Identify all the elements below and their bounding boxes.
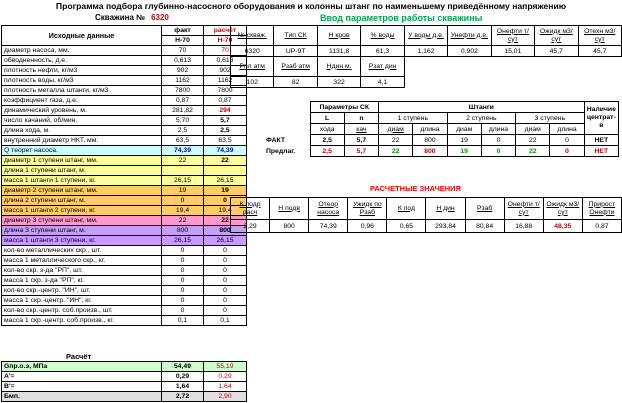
input-label: длина 3 ступени штанг, м.	[2, 226, 162, 236]
result-header: К под	[387, 198, 426, 220]
input-calc-value[interactable]: 902	[204, 66, 247, 76]
rods-cell-l1[interactable]: 800	[413, 135, 447, 146]
result-header: Прирост Онефти	[582, 198, 621, 220]
input-row	[2, 276, 247, 286]
input-row	[2, 46, 247, 56]
rods-group-rods: Штанги	[379, 102, 585, 113]
input-label: кол-во скр.-центр. соб.произв., шт.	[2, 306, 162, 316]
rods-stage1: 1 ступень	[379, 113, 448, 124]
rods-cell-l1[interactable]: 800	[413, 146, 447, 157]
rods-cell-L[interactable]: 2,5	[310, 146, 344, 157]
fact-pump-header: Н-70	[162, 36, 204, 46]
input-calc-value[interactable]: 0	[204, 276, 247, 286]
input-label: диаметр насоса, мм.	[2, 46, 162, 56]
param-value[interactable]: 1,162	[404, 46, 447, 57]
input-row	[2, 186, 247, 196]
input-label: длина 1 ступени штанг, м.	[2, 166, 162, 176]
input-label: масса 1 штанги 2 ступени, кг.	[2, 206, 162, 216]
input-fact-value[interactable]: 0	[162, 286, 204, 296]
param-header: Тип СК	[274, 26, 317, 46]
param-header: № скваж.	[231, 26, 274, 46]
input-label: масса 1 скр.-центр. соб.произв., кг.	[2, 316, 162, 326]
calc-label: Бмп.	[2, 392, 162, 402]
input-row	[2, 246, 247, 256]
well-label	[95, 13, 169, 22]
rods-cell-l2[interactable]: 0	[481, 146, 515, 157]
calc-calc-value: 1,64	[204, 382, 247, 392]
input-label: плотность металла штанги, кг/м3	[2, 86, 162, 96]
calc-row	[2, 392, 247, 402]
rods-cell-d3[interactable]: 22	[516, 135, 550, 146]
input-row	[2, 296, 247, 306]
input-row	[2, 66, 247, 76]
calc-calc-value: 55,19	[204, 362, 247, 372]
input-fact-value[interactable]: 281,82	[162, 106, 204, 116]
result-header: Н подв	[270, 198, 309, 220]
rods-table	[264, 101, 619, 157]
result-value: 0,96	[348, 220, 387, 233]
input-label: плотность нефти, кг/м3	[2, 66, 162, 76]
rods-corner	[264, 102, 310, 113]
param2-value[interactable]: 322	[317, 77, 360, 88]
rods-sub-L2: хода	[310, 124, 344, 135]
input-row	[2, 86, 247, 96]
input-fact-value[interactable]: 5,70	[162, 116, 204, 126]
input-label: масса 1 металлического скр., кг.	[2, 256, 162, 266]
param2-empty	[535, 57, 578, 77]
input-row	[2, 136, 247, 146]
rods-corner-2	[264, 113, 310, 124]
result-value: 0,65	[387, 220, 426, 233]
input-row	[2, 256, 247, 266]
rods-row-label: ФАКТ	[266, 136, 286, 144]
calc-fact-value: 54,49	[162, 362, 204, 372]
input-calc-value[interactable]: 19,4	[204, 206, 247, 216]
input-row	[2, 206, 247, 216]
param2-empty	[448, 57, 491, 77]
input-label: обводненность, д.е.	[2, 56, 162, 66]
params-table	[230, 25, 622, 88]
result-header: Ожидк м3/сут	[543, 198, 582, 220]
result-header: Н дин	[426, 198, 465, 220]
input-fact-value[interactable]: 22	[162, 156, 204, 166]
calc-row	[2, 362, 247, 372]
param2-value[interactable]: 4,1	[361, 77, 404, 88]
rods-cell-l3[interactable]: 0	[550, 135, 584, 146]
input-label: Q теорет насоса.	[2, 146, 162, 156]
result-header: Рзаб	[465, 198, 504, 220]
input-calc-value[interactable]: 294	[204, 106, 247, 116]
result-value: 2,29	[231, 220, 270, 233]
param-value[interactable]: 1131,8	[317, 46, 360, 57]
calc-label: Gпр.о.э, МПа	[2, 362, 162, 372]
input-calc-value[interactable]: 70	[204, 46, 247, 56]
input-fact-value[interactable]: 902	[162, 66, 204, 76]
input-header-label: Исходные данные	[2, 26, 162, 46]
input-calc-value[interactable]: 0	[204, 246, 247, 256]
calc-row	[2, 372, 247, 382]
input-calc-value[interactable]: 0,613	[204, 56, 247, 66]
input-fact-value[interactable]: 0	[162, 276, 204, 286]
rods-length-3: длина	[550, 124, 584, 135]
input-label: масса 1 скр.-центр. "ИН", кг.	[2, 296, 162, 306]
input-calc-value[interactable]: 0	[204, 266, 247, 276]
rods-diam-3: диам	[516, 124, 550, 135]
input-fact-value[interactable]: 19	[162, 186, 204, 196]
input-row	[2, 146, 247, 156]
input-fact-value[interactable]: 1162	[162, 76, 204, 86]
input-fact-value[interactable]: 0,613	[162, 56, 204, 66]
result-header: Онефти т/сут	[504, 198, 543, 220]
input-row	[2, 266, 247, 276]
input-label: масса 1 скр. з-да "РП", кг.	[2, 276, 162, 286]
param-value[interactable]: 0,902	[448, 46, 491, 57]
input-calc-value[interactable]: 0,87	[204, 96, 247, 106]
param-header: Н кров	[317, 26, 360, 46]
rods-cell-d1[interactable]: 22	[379, 146, 413, 157]
calc-label: A'=	[2, 372, 162, 382]
result-value: 0,87	[582, 220, 621, 233]
input-row	[2, 176, 247, 186]
input-row	[2, 236, 247, 246]
rods-corner-3	[264, 124, 310, 135]
rods-cell-n[interactable]: 5,7	[344, 135, 378, 146]
input-label: число качаний, об/мин.	[2, 116, 162, 126]
input-fact-value[interactable]: 0	[162, 266, 204, 276]
result-value: 80,84	[465, 220, 504, 233]
input-fact-value[interactable]: 0	[162, 256, 204, 266]
input-calc-value[interactable]: 22	[204, 216, 247, 226]
input-label: диаметр 2 ступени штанг, мм.	[2, 186, 162, 196]
param2-empty	[491, 77, 534, 88]
param2-value[interactable]: 102	[231, 77, 274, 88]
input-data-table	[1, 25, 247, 326]
input-fact-value[interactable]: 0	[162, 306, 204, 316]
param-header: У воды д.е.	[404, 26, 447, 46]
param2-empty	[578, 77, 622, 88]
page-title: Программа подбора глубинно-насосного оборудования и колонны штанг по наименьшему приведённому напряжению	[55, 1, 567, 11]
well-label-text: Скважина №	[95, 13, 146, 22]
input-row	[2, 226, 247, 236]
result-value: 74,39	[309, 220, 348, 233]
param-value[interactable]: 45,7	[578, 46, 622, 57]
rods-sub-L: L	[310, 113, 344, 124]
fact-header: факт	[162, 26, 204, 36]
param-value[interactable]: UP-9T	[274, 46, 317, 57]
param-header: Онефти т/сут	[491, 26, 534, 46]
param-header: Ожидк м3/сут	[535, 26, 578, 46]
input-label: плотность воды, кг/м3	[2, 76, 162, 86]
rods-cell-d1[interactable]: 22	[379, 135, 413, 146]
input-calc-value[interactable]: 2,5	[204, 126, 247, 136]
calc-calc-value: 0,29	[204, 372, 247, 382]
input-label: масса 1 штанги 1 ступени, кг.	[2, 176, 162, 186]
input-fact-value[interactable]: 0,1	[162, 316, 204, 326]
result-header: Ужидк по Рзаб	[348, 198, 387, 220]
param-header: Отехн м3/сут	[578, 26, 622, 46]
input-calc-value[interactable]: 800	[204, 226, 247, 236]
input-label: диаметр 3 ступени штанг, мм.	[2, 216, 162, 226]
input-calc-value[interactable]: 0	[204, 306, 247, 316]
input-fact-value[interactable]: 63,5	[162, 136, 204, 146]
input-calc-value[interactable]: 19	[204, 186, 247, 196]
calc-fact-value: 2,72	[162, 392, 204, 402]
input-fact-value[interactable]: 19,4	[162, 206, 204, 216]
input-label: динамический уровень, м.	[2, 106, 162, 116]
calc-fact-value: 1,64	[162, 382, 204, 392]
rods-diam-1: диам	[379, 124, 413, 135]
rods-cell-extra[interactable]: НЕТ	[584, 146, 618, 157]
rods-diam-2: диам	[447, 124, 481, 135]
param2-value[interactable]: 82	[274, 77, 317, 88]
param2-header: Рзаб атм	[274, 57, 317, 77]
input-calc-value[interactable]: 0	[204, 256, 247, 266]
input-row	[2, 306, 247, 316]
input-label: длина 2 ступени штанг, м.	[2, 196, 162, 206]
input-row	[2, 116, 247, 126]
input-calc-value[interactable]: 22	[204, 156, 247, 166]
rods-cell-l2[interactable]: 0	[481, 135, 515, 146]
params-title: Ввод параметров работы скважины	[320, 13, 483, 23]
param-value[interactable]: 6320	[231, 46, 274, 57]
calc-table	[1, 361, 247, 402]
input-row	[2, 316, 247, 326]
param2-empty	[448, 77, 491, 88]
input-calc-value[interactable]: 0	[204, 296, 247, 306]
rods-length-1: длина	[413, 124, 447, 135]
rods-stage3: 3 ступень	[516, 113, 585, 124]
input-row	[2, 286, 247, 296]
input-label: коэффициент газа, д.е.	[2, 96, 162, 106]
rods-cell-l3[interactable]: 0	[550, 146, 584, 157]
calc-label: B'=	[2, 382, 162, 392]
rods-group-extra: Наличие центрат-в	[584, 102, 618, 135]
input-calc-value[interactable]: 7800	[204, 86, 247, 96]
input-label: диаметр 1 ступени штанг, мм.	[2, 156, 162, 166]
param2-empty	[535, 77, 578, 88]
input-label: кол-во скр.-центр. "ИН", шт.	[2, 286, 162, 296]
calc-fact-value: 0,29	[162, 372, 204, 382]
input-fact-value[interactable]: 22	[162, 216, 204, 226]
calc-section-label: Расчёт	[66, 352, 92, 361]
input-row	[2, 126, 247, 136]
param-header: Унефти д.е.	[448, 26, 491, 46]
rods-sub-n: n	[344, 113, 378, 124]
input-label: длина хода, м.	[2, 126, 162, 136]
input-calc-value[interactable]	[204, 166, 247, 176]
param2-empty	[491, 57, 534, 77]
param2-empty	[578, 57, 622, 77]
rods-cell-extra[interactable]: НЕТ	[584, 135, 618, 146]
input-label: масса 1 штанги 3 ступени, кг.	[2, 236, 162, 246]
param2-header: Рпл атм	[231, 57, 274, 77]
input-fact-value[interactable]: 800	[162, 226, 204, 236]
input-fact-value[interactable]: 70	[162, 46, 204, 56]
result-value: 48,35	[543, 220, 582, 233]
input-fact-value[interactable]	[162, 166, 204, 176]
rods-stage2: 2 ступень	[447, 113, 516, 124]
input-fact-value[interactable]: 2,5	[162, 126, 204, 136]
calc-calc-value: 2,90	[204, 392, 247, 402]
rods-length-2: длина	[481, 124, 515, 135]
result-value: 16,88	[504, 220, 543, 233]
rods-group-sk: Параметры СК	[310, 102, 379, 113]
result-header: Отеор насоса	[309, 198, 348, 220]
input-row	[2, 166, 247, 176]
calc-header: расчёт	[204, 26, 247, 36]
input-row	[2, 216, 247, 226]
input-label: кол-во металлических скр., шт.	[2, 246, 162, 256]
param2-header: Рзат дин	[361, 57, 404, 77]
results-table	[230, 197, 622, 233]
rods-row-label: Предлаг.	[266, 147, 296, 155]
input-row	[2, 76, 247, 86]
input-calc-value[interactable]: 5,7	[204, 116, 247, 126]
input-calc-value[interactable]: 74,39	[204, 146, 247, 156]
input-calc-value[interactable]: 1162	[204, 76, 247, 86]
rods-cell-d2[interactable]: 19	[447, 146, 481, 157]
input-row	[2, 196, 247, 206]
param-value[interactable]: 61,3	[361, 46, 404, 57]
input-calc-value[interactable]: 0,1	[204, 316, 247, 326]
calc-pump-header: Н-70	[204, 36, 247, 46]
input-row	[2, 106, 247, 116]
input-calc-value[interactable]: 26,15	[204, 236, 247, 246]
calc-row	[2, 382, 247, 392]
input-fact-value[interactable]: 74,39	[162, 146, 204, 156]
param2-header: Ндин м.	[317, 57, 360, 77]
param2-empty	[404, 77, 447, 88]
param2-empty	[404, 57, 447, 77]
input-fact-value[interactable]: 26,15	[162, 176, 204, 186]
rods-cell-d3[interactable]: 22	[516, 146, 550, 157]
rods-cell-L[interactable]: 2,5	[310, 135, 344, 146]
param-value[interactable]: 15,01	[491, 46, 534, 57]
input-label: кол-во скр. з-да "РП", шт.	[2, 266, 162, 276]
input-calc-value[interactable]: 0	[204, 286, 247, 296]
input-fact-value[interactable]: 7800	[162, 86, 204, 96]
param-header: % воды	[361, 26, 404, 46]
param-value[interactable]: 45,7	[535, 46, 578, 57]
rods-cell-n[interactable]: 5,7	[344, 146, 378, 157]
input-row	[2, 96, 247, 106]
input-fact-value[interactable]: 0	[162, 296, 204, 306]
input-fact-value[interactable]: 0	[162, 196, 204, 206]
rods-cell-d2[interactable]: 19	[447, 135, 481, 146]
input-calc-value[interactable]: 0	[204, 196, 247, 206]
input-calc-value[interactable]: 26,15	[204, 176, 247, 186]
input-label: внутренний диаметр НКТ, мм.	[2, 136, 162, 146]
results-title: РАСЧЕТНЫЕ ЗНАЧЕНИЯ	[370, 184, 461, 193]
input-row	[2, 56, 247, 66]
input-fact-value[interactable]: 26,15	[162, 236, 204, 246]
input-calc-value[interactable]: 63,5	[204, 136, 247, 146]
result-value: 800	[270, 220, 309, 233]
well-number[interactable]: 6320	[151, 13, 169, 22]
input-fact-value[interactable]: 0	[162, 246, 204, 256]
input-fact-value[interactable]: 0,87	[162, 96, 204, 106]
rods-sub-n2: кач	[344, 124, 378, 135]
result-value: 293,84	[426, 220, 465, 233]
result-header: К подр расч	[231, 198, 270, 220]
input-row	[2, 156, 247, 166]
